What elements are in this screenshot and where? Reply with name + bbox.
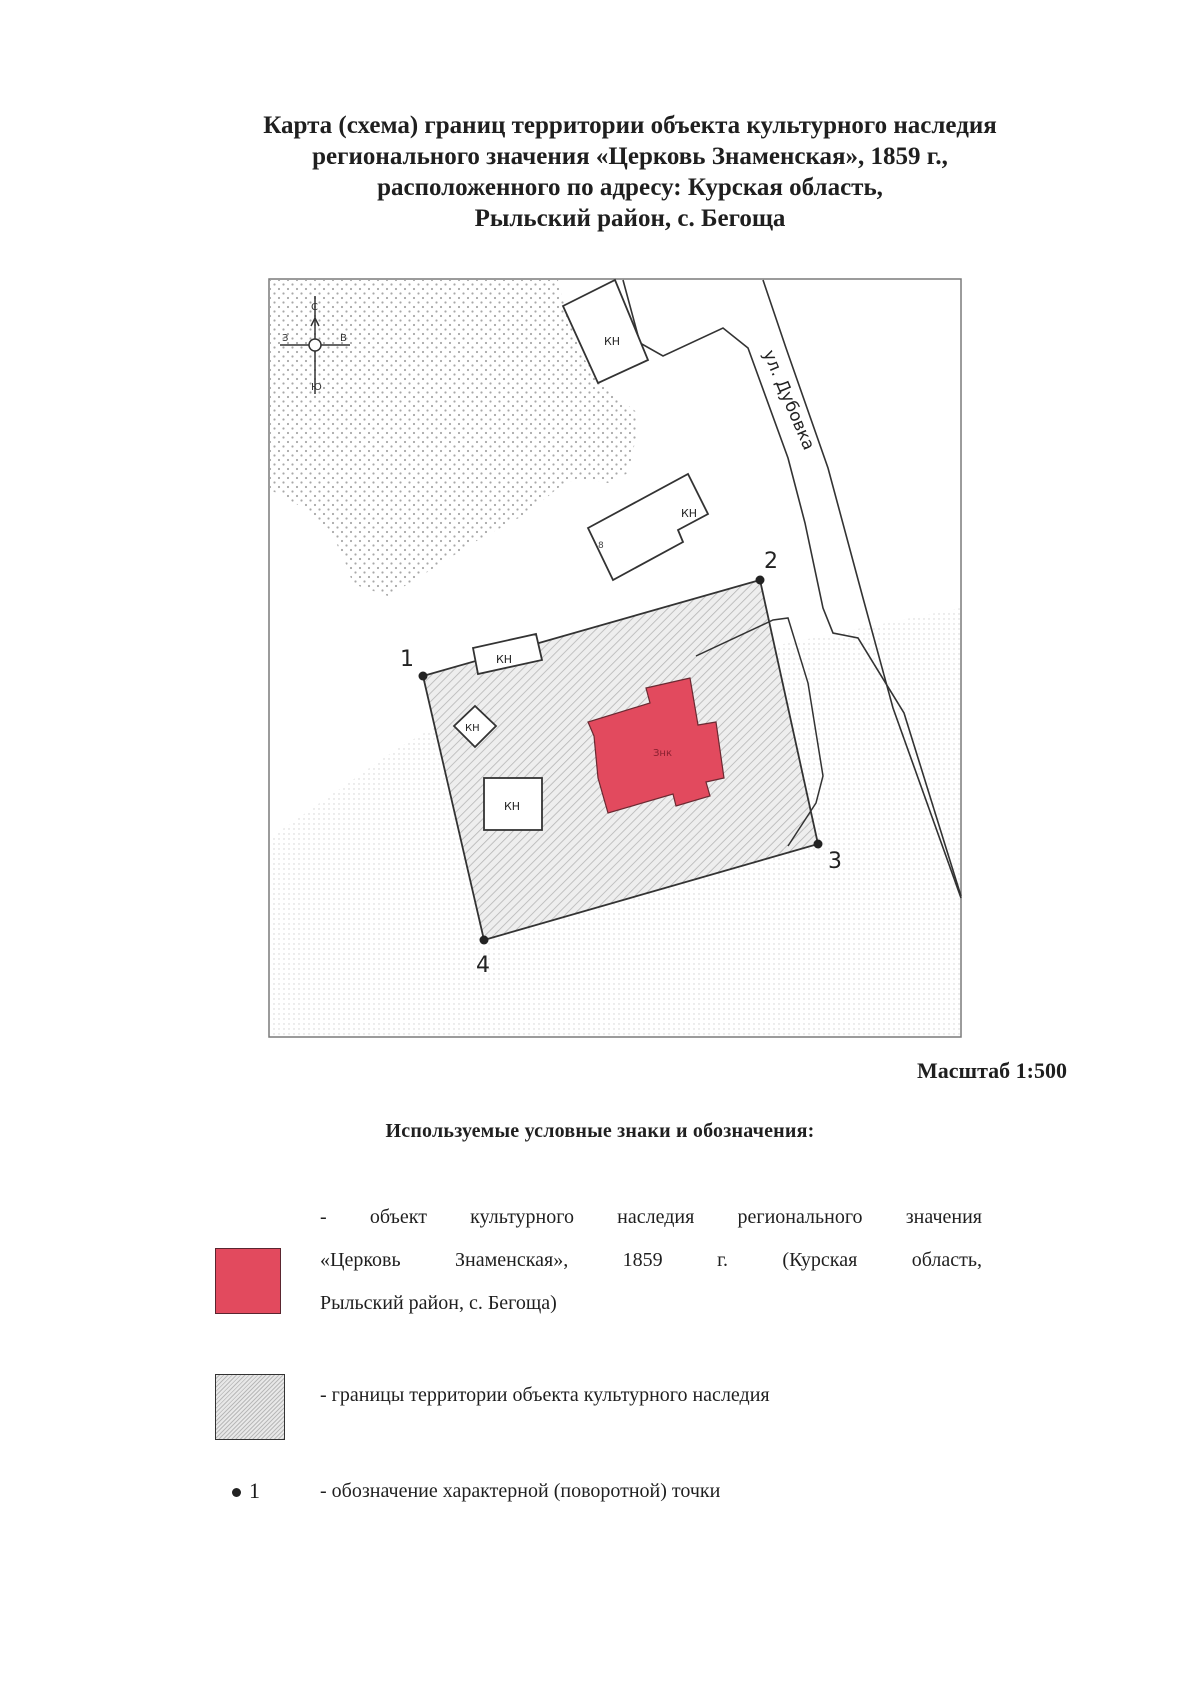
heritage-object-line-1: - объект культурного наследия регионального значения	[320, 1206, 982, 1228]
turning-point-4-label: 4	[476, 953, 490, 978]
document-title	[150, 110, 1110, 234]
turning-point-dot-icon	[232, 1488, 241, 1497]
building-middle-label: КН	[681, 507, 698, 520]
turning-point-symbol	[232, 1476, 260, 1506]
building-middle-small-label: 8	[598, 541, 604, 551]
turning-point-1	[419, 672, 428, 681]
turning-point-4	[480, 936, 489, 945]
compass-west: З	[282, 333, 289, 344]
title-line-4: Рыльский район, с. Бегоща	[474, 205, 786, 232]
turning-point-3-label: 3	[828, 849, 842, 874]
compass-east: В	[340, 333, 347, 344]
heritage-object-line-3: Рыльский район, с. Бегоща)	[320, 1292, 557, 1314]
turning-point-symbol-number: 1	[249, 1478, 260, 1503]
turning-point-3	[814, 840, 823, 849]
church-label: Знк	[653, 748, 672, 759]
heritage-object-text	[320, 1196, 982, 1325]
heritage-object-swatch	[215, 1248, 281, 1314]
map	[268, 278, 962, 1038]
building-north-label: КН	[604, 335, 621, 348]
building-inside-diamond-label: КН	[465, 723, 480, 734]
heritage-object-line-2: «Церковь Знаменская», 1859 г. (Курская область,	[320, 1249, 982, 1271]
street-label: ул. Дубовка	[758, 347, 819, 454]
turning-point-2	[756, 576, 765, 585]
title-line-2: регионального значения «Церковь Знаменская», 1859 г.,	[312, 143, 948, 170]
building-inside-bottom-label: КН	[504, 800, 521, 813]
map-canvas	[268, 278, 962, 1038]
territory-hatch-swatch	[215, 1374, 285, 1440]
compass-south: Ю	[311, 382, 322, 393]
title-line-3: расположенного по адресу: Курская область,	[377, 174, 883, 201]
territory-text: - границы территории объекта культурного наследия	[320, 1384, 770, 1406]
building-inside-top-label: КН	[496, 653, 513, 666]
map-scale: Масштаб 1:500	[916, 1058, 1067, 1083]
turning-point-2-label: 2	[764, 549, 778, 574]
title-line-1: Карта (схема) границ территории объекта культурного наследия	[263, 112, 997, 139]
compass-north: С	[311, 302, 318, 313]
turning-point-1-label: 1	[400, 647, 414, 672]
legend-title: Используемые условные знаки и обозначения:	[385, 1120, 815, 1142]
turning-point-text: - обозначение характерной (поворотной) точки	[320, 1480, 721, 1502]
